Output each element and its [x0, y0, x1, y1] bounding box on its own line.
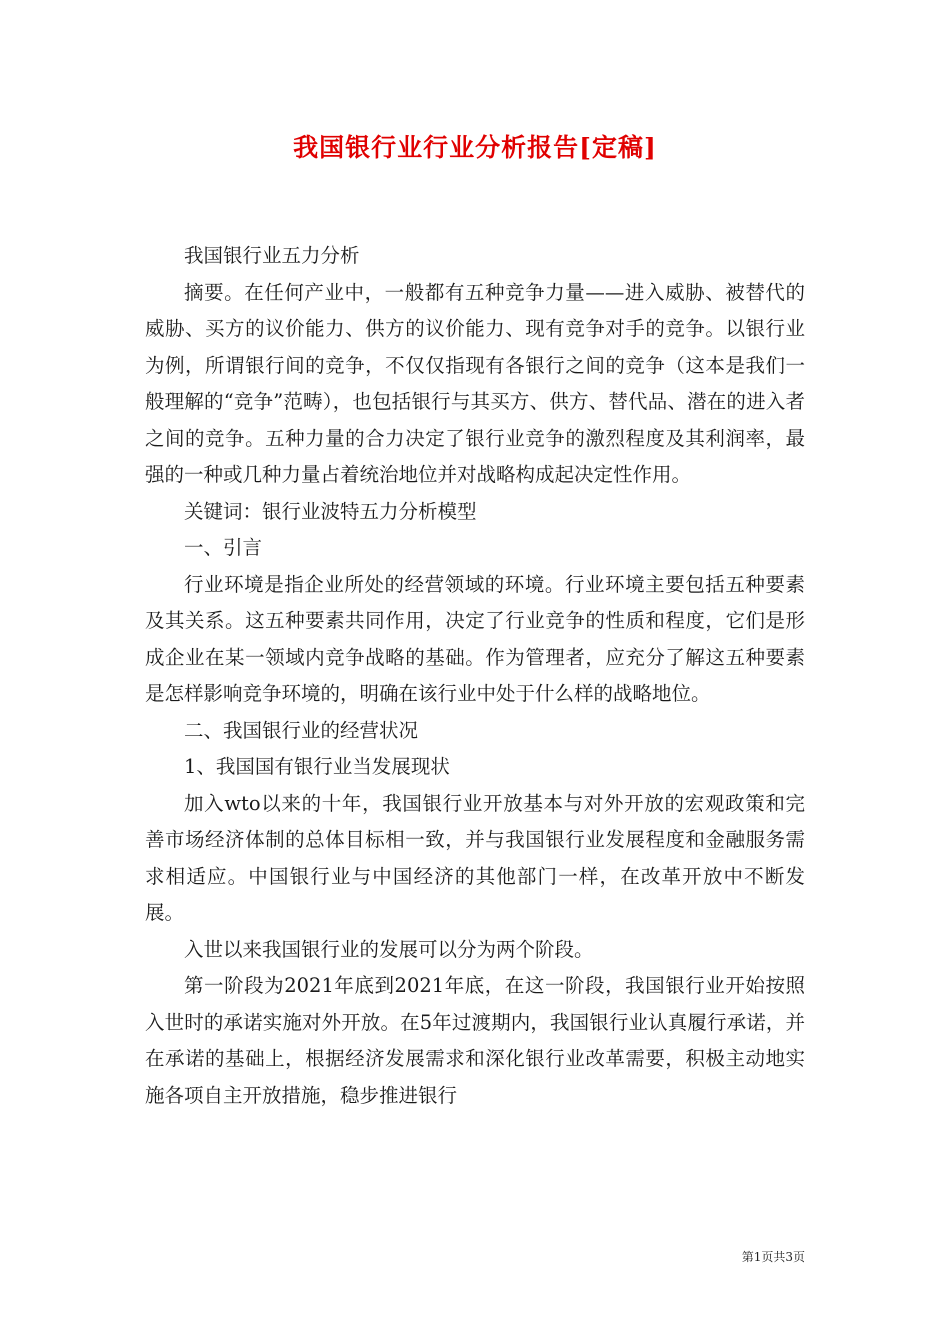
introduction-paragraph: 行业环境是指企业所处的经营领域的环境。行业环境主要包括五种要素及其关系。这五种要素共同作用，决定了行业竞争的性质和程度，它们是形成企业在某一领域内竞争战略的基础。作为管理者，应充分了解这五种要素是怎样影响竞争环境的，明确在该行业中处于什么样的战略地位。	[145, 572, 805, 705]
first-stage-paragraph: 第一阶段为2021年底到2021年底，在这一阶段，我国银行业开始按照入世时的承诺实施对外开放。在5年过渡期内，我国银行业认真履行承诺，并在承诺的基础上，根据经济发展需求和深化银行业改革需要，积极主动地实施各项自主开放措施，稳步推进银行	[145, 974, 805, 1107]
section-heading-status: 二、我国银行业的经营状况	[184, 718, 419, 742]
document-title: 我国银行业行业分析报告[定稿]	[293, 133, 657, 162]
document-body	[145, 238, 805, 1114]
section-heading: 我国银行业五力分析	[184, 244, 360, 267]
keywords-line: 关键词：银行业波特五力分析模型	[184, 499, 477, 523]
subsection-heading: 1、我国国有银行业当发展现状	[184, 755, 450, 778]
abstract-paragraph: 摘要。在任何产业中，一般都有五种竞争力量——进入威胁、被替代的威胁、买方的议价能力、供方的议价能力、现有竞争对手的竞争。以银行业为例，所谓银行间的竞争，不仅仅指现有各银行之间的竞争（这本是我们一般理解的“竞争”范畴），也包括银行与其买方、供方、替代品、潜在的进入者之间的竞争。五种力量的合力决定了银行业竞争的激烈程度及其利润率，最强的一种或几种力量占着统治地位并对战略构成起决定性作用。	[145, 280, 805, 486]
section-heading-introduction: 一、引言	[184, 536, 263, 559]
page-number-footer: 第1页共3页	[741, 1250, 805, 1264]
wto-paragraph: 加入wto以来的十年，我国银行业开放基本与对外开放的宏观政策和完善市场经济体制的总体目标相一致，并与我国银行业发展程度和金融服务需求相适应。中国银行业与中国经济的其他部门一样，在改革开放中不断发展。	[145, 791, 805, 924]
stages-paragraph: 入世以来我国银行业的发展可以分为两个阶段。	[184, 937, 594, 961]
